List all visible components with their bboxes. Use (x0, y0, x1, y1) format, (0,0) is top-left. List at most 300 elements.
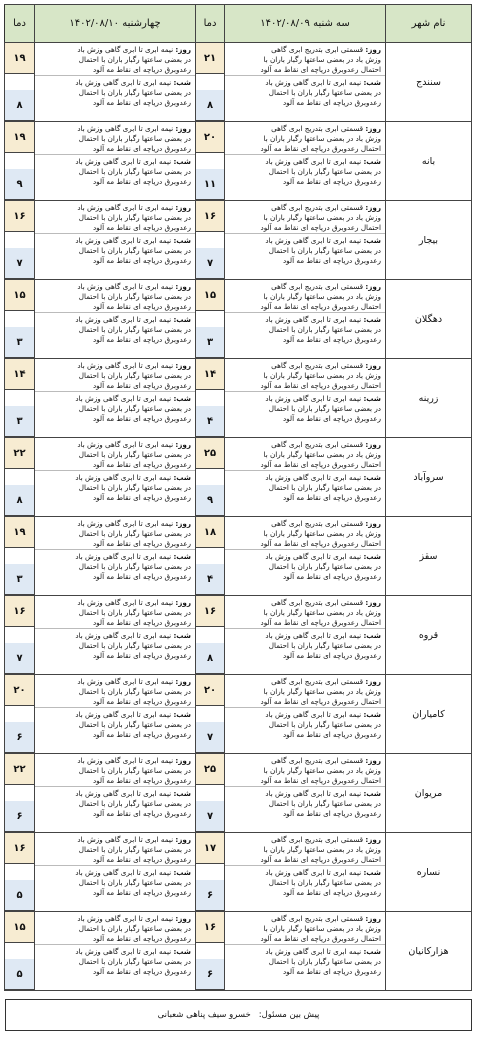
day2-night-forecast-line (37, 651, 191, 661)
day1-night-forecast-line (227, 878, 381, 888)
day1-min-temp: ۹ (196, 485, 224, 516)
day1-temps (196, 596, 225, 675)
city-name: نساره (386, 833, 472, 912)
day2-forecast (35, 43, 196, 122)
day2-night-forecast-text: رعدوبرق دریاچه ای نقاط مه آلود (92, 177, 191, 186)
day2-day-forecast-line (37, 618, 191, 628)
header-day2: چهارشنبه ۱۴۰۲/۰۸/۱۰ (35, 5, 196, 43)
day2-night-forecast (35, 233, 195, 266)
day2-night-forecast-label: شب: (173, 789, 191, 798)
day2-min-temp: ۵ (5, 959, 34, 990)
day1-night-forecast-line (227, 799, 381, 809)
city-name: سنندج (386, 43, 472, 122)
day2-day-forecast (35, 122, 195, 154)
day2-day-forecast-text: نیمه ابری تا ابری گاهی وزش باد (77, 203, 174, 212)
day2-night-forecast-line (37, 641, 191, 651)
day1-day-forecast (225, 122, 385, 154)
day2-day-forecast-text: نیمه ابری تا ابری گاهی وزش باد (77, 598, 174, 607)
day1-day-forecast (225, 833, 385, 865)
day1-forecast (225, 43, 386, 122)
day2-night-forecast-line (37, 789, 191, 799)
day1-night-forecast-text: نیمه ابری تا ابری گاهی وزش باد (265, 236, 362, 245)
day2-day-forecast-line (37, 677, 191, 687)
day1-day-forecast-text: احتمال رعدوبرق دریاچه ای نقاط مه آلود (260, 223, 381, 232)
day2-night-forecast-line (37, 177, 191, 187)
day2-night-forecast-text: رعدوبرق دریاچه ای نقاط مه آلود (92, 809, 191, 818)
day2-day-forecast-text: نیمه ابری تا ابری گاهی وزش باد (77, 835, 174, 844)
day2-day-forecast-line (37, 519, 191, 529)
day1-day-forecast-line (227, 529, 381, 539)
day2-day-forecast-line (37, 124, 191, 134)
day2-night-forecast (35, 628, 195, 661)
day1-night-forecast-line (227, 631, 381, 641)
day2-day-forecast-line (37, 539, 191, 549)
day2-forecast (35, 596, 196, 675)
day1-day-forecast-line (227, 203, 381, 213)
day2-day-forecast-text: نیمه ابری تا ابری گاهی وزش باد (77, 361, 174, 370)
day1-night-forecast-line (227, 641, 381, 651)
day2-night-forecast (35, 865, 195, 898)
day2-night-forecast-label: شب: (173, 157, 191, 166)
day2-night-forecast-text: نیمه ابری تا ابری گاهی وزش باد (75, 473, 172, 482)
day1-max-temp: ۲۱ (196, 43, 224, 74)
day2-night-forecast-text: نیمه ابری تا ابری گاهی وزش باد (75, 868, 172, 877)
day2-day-forecast-line (37, 55, 191, 65)
day1-forecast (225, 280, 386, 359)
day1-day-forecast-text: احتمال رعدوبرق دریاچه ای نقاط مه آلود (260, 381, 381, 390)
day2-night-forecast-label: شب: (173, 315, 191, 324)
day2-day-forecast-text: در بعضی ساعتها رگبار باران با احتمال (78, 924, 191, 933)
day1-day-forecast (225, 359, 385, 391)
day1-night-forecast-text: رعدوبرق دریاچه ای نقاط مه آلود (282, 414, 381, 423)
day1-night-forecast-line (227, 562, 381, 572)
day2-day-forecast (35, 359, 195, 391)
day2-night-forecast-line (37, 473, 191, 483)
city-name: سقز (386, 517, 472, 596)
day2-night-forecast-text: در بعضی ساعتها رگبار باران با احتمال (78, 246, 191, 255)
day2-day-forecast-text: در بعضی ساعتها رگبار باران با احتمال (78, 608, 191, 617)
day2-night-forecast (35, 470, 195, 503)
day2-night-forecast (35, 391, 195, 424)
day2-day-forecast-line (37, 450, 191, 460)
day2-night-forecast-line (37, 730, 191, 740)
day2-day-forecast-label: روز: (175, 756, 191, 765)
day2-max-temp: ۱۶ (5, 833, 34, 864)
day1-night-forecast-text: نیمه ابری تا ابری گاهی وزش باد (265, 631, 362, 640)
day2-night-forecast-label: شب: (173, 710, 191, 719)
day1-day-forecast-line (227, 440, 381, 450)
day1-forecast (225, 438, 386, 517)
day1-night-forecast-text: در بعضی ساعتها رگبار باران با احتمال (268, 325, 381, 334)
day2-temps (5, 596, 35, 675)
day1-day-forecast-line (227, 450, 381, 460)
day2-day-forecast-text: نیمه ابری تا ابری گاهی وزش باد (77, 914, 174, 923)
day1-day-forecast-line (227, 539, 381, 549)
day1-night-forecast-label: شب: (363, 710, 381, 719)
day1-max-temp: ۲۰ (196, 675, 224, 706)
day2-night-forecast (35, 75, 195, 108)
day1-day-forecast-line (227, 55, 381, 65)
day2-night-forecast-text: رعدوبرق دریاچه ای نقاط مه آلود (92, 414, 191, 423)
day2-forecast (35, 754, 196, 833)
day1-day-forecast-label: روز: (365, 914, 381, 923)
day1-day-forecast-text: احتمال رعدوبرق دریاچه ای نقاط مه آلود (260, 855, 381, 864)
day2-day-forecast-line (37, 213, 191, 223)
day2-temps (5, 280, 35, 359)
day1-night-forecast-line (227, 414, 381, 424)
day2-night-forecast-line (37, 483, 191, 493)
day2-night-forecast-text: رعدوبرق دریاچه ای نقاط مه آلود (92, 493, 191, 502)
day2-day-forecast-text: نیمه ابری تا ابری گاهی وزش باد (77, 677, 174, 686)
day1-temps (196, 43, 225, 122)
day1-day-forecast-text: قسمتی ابری بتدریج ابری گاهی (271, 203, 364, 212)
day1-forecast (225, 675, 386, 754)
day1-min-temp: ۱۱ (196, 169, 224, 200)
day1-day-forecast-line (227, 677, 381, 687)
day1-day-forecast-line (227, 371, 381, 381)
day1-night-forecast-label: شب: (363, 552, 381, 561)
day2-day-forecast-text: در بعضی ساعتها رگبار باران با احتمال (78, 687, 191, 696)
day1-day-forecast-line (227, 924, 381, 934)
day2-day-forecast-text: در بعضی ساعتها رگبار باران با احتمال (78, 371, 191, 380)
day1-night-forecast (225, 549, 385, 582)
day1-night-forecast-text: رعدوبرق دریاچه ای نقاط مه آلود (282, 98, 381, 107)
day1-night-forecast-line (227, 394, 381, 404)
day2-day-forecast (35, 912, 195, 944)
day2-min-temp: ۳ (5, 564, 34, 595)
day2-day-forecast-text: نیمه ابری تا ابری گاهی وزش باد (77, 124, 174, 133)
day2-night-forecast-text: رعدوبرق دریاچه ای نقاط مه آلود (92, 967, 191, 976)
day1-day-forecast-text: قسمتی ابری بتدریج ابری گاهی (271, 124, 364, 133)
day2-day-forecast-line (37, 440, 191, 450)
day1-night-forecast-text: در بعضی ساعتها رگبار باران با احتمال (268, 641, 381, 650)
day2-temps (5, 43, 35, 122)
day1-min-temp: ۷ (196, 248, 224, 279)
city-row (5, 359, 472, 438)
day1-day-forecast-line (227, 845, 381, 855)
day1-night-forecast-text: در بعضی ساعتها رگبار باران با احتمال (268, 957, 381, 966)
day2-day-forecast-line (37, 381, 191, 391)
day1-temps (196, 517, 225, 596)
day2-night-forecast-label: شب: (173, 78, 191, 87)
city-row (5, 754, 472, 833)
day1-min-temp: ۷ (196, 801, 224, 832)
day1-forecast (225, 596, 386, 675)
day1-temps (196, 438, 225, 517)
day2-temps (5, 517, 35, 596)
day1-temps (196, 675, 225, 754)
day2-day-forecast-line (37, 282, 191, 292)
day1-max-temp: ۱۶ (196, 912, 224, 943)
day1-min-temp: ۶ (196, 959, 224, 990)
day1-day-forecast-label: روز: (365, 203, 381, 212)
day1-day-forecast-line (227, 687, 381, 697)
day2-min-temp: ۵ (5, 880, 34, 911)
day2-day-forecast-text: در بعضی ساعتها رگبار باران با احتمال (78, 292, 191, 301)
day1-day-forecast-line (227, 223, 381, 233)
day1-night-forecast-label: شب: (363, 78, 381, 87)
day1-day-forecast-text: قسمتی ابری بتدریج ابری گاهی (271, 519, 364, 528)
day1-day-forecast-line (227, 914, 381, 924)
day1-day-forecast (225, 438, 385, 470)
day1-max-temp: ۱۶ (196, 201, 224, 232)
day2-night-forecast-text: در بعضی ساعتها رگبار باران با احتمال (78, 641, 191, 650)
day1-night-forecast-text: نیمه ابری تا ابری گاهی وزش باد (265, 868, 362, 877)
day2-day-forecast-text: رعدوبرق دریاچه ای نقاط مه آلود (92, 539, 191, 548)
day1-day-forecast (225, 201, 385, 233)
day2-night-forecast-line (37, 631, 191, 641)
day2-day-forecast (35, 754, 195, 786)
day1-day-forecast-label: روز: (365, 45, 381, 54)
day2-temps (5, 359, 35, 438)
day1-night-forecast-text: نیمه ابری تا ابری گاهی وزش باد (265, 473, 362, 482)
day2-night-forecast (35, 549, 195, 582)
day2-day-forecast-line (37, 835, 191, 845)
day1-day-forecast-line (227, 776, 381, 786)
header-row (5, 5, 472, 43)
day1-max-temp: ۱۷ (196, 833, 224, 864)
day1-day-forecast (225, 517, 385, 549)
day1-day-forecast-text: قسمتی ابری بتدریج ابری گاهی (271, 598, 364, 607)
day2-forecast (35, 675, 196, 754)
city-name: مریوان (386, 754, 472, 833)
day1-day-forecast-label: روز: (365, 677, 381, 686)
city-row (5, 596, 472, 675)
day1-temps (196, 122, 225, 201)
day2-night-forecast-text: در بعضی ساعتها رگبار باران با احتمال (78, 957, 191, 966)
day2-night-forecast-text: نیمه ابری تا ابری گاهی وزش باد (75, 789, 172, 798)
day1-day-forecast-line (227, 381, 381, 391)
day2-temps (5, 675, 35, 754)
day2-day-forecast-text: در بعضی ساعتها رگبار باران با احتمال (78, 845, 191, 854)
day2-day-forecast-line (37, 302, 191, 312)
day1-night-forecast-line (227, 404, 381, 414)
day2-max-temp: ۲۲ (5, 754, 34, 785)
day1-day-forecast-label: روز: (365, 756, 381, 765)
day2-night-forecast (35, 944, 195, 977)
day1-day-forecast-text: وزش باد در بعضی ساعتها رگبار باران با (263, 687, 381, 696)
day2-night-forecast-label: شب: (173, 394, 191, 403)
day2-night-forecast-line (37, 325, 191, 335)
day2-max-temp: ۲۰ (5, 675, 34, 706)
day1-day-forecast-text: قسمتی ابری بتدریج ابری گاهی (271, 440, 364, 449)
day2-day-forecast-text: نیمه ابری تا ابری گاهی وزش باد (77, 45, 174, 54)
day2-max-temp: ۱۴ (5, 359, 34, 390)
day2-min-temp: ۶ (5, 801, 34, 832)
header-temp-day2: دما (5, 5, 35, 43)
day2-day-forecast-text: رعدوبرق دریاچه ای نقاط مه آلود (92, 65, 191, 74)
day1-day-forecast-text: قسمتی ابری بتدریج ابری گاهی (271, 756, 364, 765)
day2-day-forecast-text: رعدوبرق دریاچه ای نقاط مه آلود (92, 618, 191, 627)
day1-night-forecast-line (227, 967, 381, 977)
day2-max-temp: ۱۹ (5, 122, 34, 153)
day1-night-forecast (225, 75, 385, 108)
day2-night-forecast-line (37, 809, 191, 819)
day1-day-forecast-text: وزش باد در بعضی ساعتها رگبار باران با (263, 608, 381, 617)
day2-night-forecast-text: رعدوبرق دریاچه ای نقاط مه آلود (92, 651, 191, 660)
day2-day-forecast-text: رعدوبرق دریاچه ای نقاط مه آلود (92, 144, 191, 153)
city-name: دهگلان (386, 280, 472, 359)
day1-day-forecast-line (227, 460, 381, 470)
day2-day-forecast-text: در بعضی ساعتها رگبار باران با احتمال (78, 134, 191, 143)
day2-night-forecast-line (37, 78, 191, 88)
day2-forecast (35, 517, 196, 596)
day2-day-forecast-label: روز: (175, 361, 191, 370)
day1-day-forecast-text: احتمال رعدوبرق دریاچه ای نقاط مه آلود (260, 460, 381, 469)
day1-max-temp: ۱۴ (196, 359, 224, 390)
day2-day-forecast-text: رعدوبرق دریاچه ای نقاط مه آلود (92, 460, 191, 469)
day1-forecast (225, 517, 386, 596)
day2-night-forecast-line (37, 888, 191, 898)
day1-temps (196, 833, 225, 912)
day1-night-forecast-text: رعدوبرق دریاچه ای نقاط مه آلود (282, 809, 381, 818)
day1-min-temp: ۳ (196, 327, 224, 358)
city-name: بانه (386, 122, 472, 201)
day1-night-forecast (225, 391, 385, 424)
day2-night-forecast-line (37, 878, 191, 888)
day2-night-forecast-line (37, 967, 191, 977)
day2-night-forecast-text: نیمه ابری تا ابری گاهی وزش باد (75, 710, 172, 719)
day1-day-forecast-line (227, 361, 381, 371)
day1-day-forecast-text: احتمال رعدوبرق دریاچه ای نقاط مه آلود (260, 65, 381, 74)
day1-day-forecast-line (227, 519, 381, 529)
day1-day-forecast-line (227, 144, 381, 154)
day1-day-forecast-text: احتمال رعدوبرق دریاچه ای نقاط مه آلود (260, 618, 381, 627)
day2-max-temp: ۱۵ (5, 280, 34, 311)
day2-day-forecast-line (37, 914, 191, 924)
day1-night-forecast-text: نیمه ابری تا ابری گاهی وزش باد (265, 947, 362, 956)
day1-day-forecast (225, 280, 385, 312)
day1-day-forecast-line (227, 618, 381, 628)
day2-day-forecast-text: در بعضی ساعتها رگبار باران با احتمال (78, 55, 191, 64)
day2-day-forecast-line (37, 144, 191, 154)
day1-forecast (225, 754, 386, 833)
forecast-rows (5, 43, 472, 991)
day2-day-forecast-text: در بعضی ساعتها رگبار باران با احتمال (78, 766, 191, 775)
day2-day-forecast-label: روز: (175, 282, 191, 291)
day2-day-forecast-label: روز: (175, 835, 191, 844)
day1-day-forecast-line (227, 598, 381, 608)
day2-night-forecast-label: شب: (173, 868, 191, 877)
day2-day-forecast-label: روز: (175, 203, 191, 212)
day1-night-forecast-line (227, 789, 381, 799)
day2-max-temp: ۱۹ (5, 43, 34, 74)
day1-day-forecast-text: احتمال رعدوبرق دریاچه ای نقاط مه آلود (260, 302, 381, 311)
day2-night-forecast-text: در بعضی ساعتها رگبار باران با احتمال (78, 88, 191, 97)
city-name: سروآباد (386, 438, 472, 517)
day2-day-forecast-line (37, 776, 191, 786)
day2-night-forecast (35, 312, 195, 345)
day2-night-forecast-label: شب: (173, 552, 191, 561)
day1-day-forecast-label: روز: (365, 124, 381, 133)
day2-night-forecast-line (37, 157, 191, 167)
day2-night-forecast-line (37, 493, 191, 503)
day2-day-forecast-line (37, 608, 191, 618)
day1-day-forecast-text: وزش باد در بعضی ساعتها رگبار باران با (263, 371, 381, 380)
day1-night-forecast-label: شب: (363, 473, 381, 482)
day1-forecast (225, 912, 386, 991)
day1-day-forecast-line (227, 282, 381, 292)
day1-day-forecast-line (227, 756, 381, 766)
day1-day-forecast-text: قسمتی ابری بتدریج ابری گاهی (271, 282, 364, 291)
city-name: قروه (386, 596, 472, 675)
day1-night-forecast-line (227, 809, 381, 819)
day2-day-forecast-text: رعدوبرق دریاچه ای نقاط مه آلود (92, 934, 191, 943)
day1-night-forecast-line (227, 246, 381, 256)
city-name: کامیاران (386, 675, 472, 754)
day1-min-temp: ۴ (196, 406, 224, 437)
day2-night-forecast-text: رعدوبرق دریاچه ای نقاط مه آلود (92, 98, 191, 107)
day1-day-forecast-line (227, 45, 381, 55)
day1-max-temp: ۲۵ (196, 438, 224, 469)
day1-night-forecast (225, 628, 385, 661)
day2-night-forecast (35, 154, 195, 187)
day2-day-forecast-line (37, 845, 191, 855)
footer-label: پیش بین مسئول: (258, 1010, 320, 1020)
day2-temps (5, 754, 35, 833)
day1-night-forecast-text: رعدوبرق دریاچه ای نقاط مه آلود (282, 730, 381, 739)
city-name: زرینه (386, 359, 472, 438)
day1-night-forecast-text: رعدوبرق دریاچه ای نقاط مه آلود (282, 493, 381, 502)
day2-night-forecast-line (37, 394, 191, 404)
day2-night-forecast-line (37, 414, 191, 424)
day1-min-temp: ۷ (196, 722, 224, 753)
day2-day-forecast (35, 833, 195, 865)
day1-day-forecast-label: روز: (365, 835, 381, 844)
day2-night-forecast-line (37, 552, 191, 562)
day1-day-forecast-line (227, 292, 381, 302)
day2-night-forecast-line (37, 315, 191, 325)
city-row (5, 912, 472, 991)
day2-min-temp: ۸ (5, 485, 34, 516)
day2-max-temp: ۱۵ (5, 912, 34, 943)
day1-night-forecast-line (227, 720, 381, 730)
day1-day-forecast-line (227, 608, 381, 618)
day1-night-forecast-label: شب: (363, 631, 381, 640)
day2-day-forecast-line (37, 203, 191, 213)
day1-night-forecast-text: رعدوبرق دریاچه ای نقاط مه آلود (282, 967, 381, 976)
header-day1: سه شنبه ۱۴۰۲/۰۸/۰۹ (225, 5, 386, 43)
day1-day-forecast-text: وزش باد در بعضی ساعتها رگبار باران با (263, 450, 381, 459)
day1-day-forecast-label: روز: (365, 519, 381, 528)
day2-day-forecast-line (37, 855, 191, 865)
day1-night-forecast-text: در بعضی ساعتها رگبار باران با احتمال (268, 562, 381, 571)
day1-night-forecast-text: نیمه ابری تا ابری گاهی وزش باد (265, 710, 362, 719)
day2-min-temp: ۹ (5, 169, 34, 200)
day1-night-forecast-text: در بعضی ساعتها رگبار باران با احتمال (268, 799, 381, 808)
day2-night-forecast-line (37, 957, 191, 967)
header-city: نام شهر (386, 5, 472, 43)
day1-day-forecast (225, 754, 385, 786)
day1-day-forecast-text: قسمتی ابری بتدریج ابری گاهی (271, 835, 364, 844)
day2-day-forecast-label: روز: (175, 45, 191, 54)
day2-day-forecast-text: رعدوبرق دریاچه ای نقاط مه آلود (92, 776, 191, 785)
city-row (5, 43, 472, 122)
day1-day-forecast-line (227, 855, 381, 865)
day1-night-forecast-line (227, 325, 381, 335)
city-row (5, 438, 472, 517)
day2-forecast (35, 833, 196, 912)
day2-night-forecast-text: در بعضی ساعتها رگبار باران با احتمال (78, 562, 191, 571)
day2-night-forecast-text: رعدوبرق دریاچه ای نقاط مه آلود (92, 335, 191, 344)
day1-night-forecast-line (227, 730, 381, 740)
day1-min-temp: ۸ (196, 90, 224, 121)
day2-forecast (35, 280, 196, 359)
day1-min-temp: ۸ (196, 643, 224, 674)
day1-night-forecast-line (227, 572, 381, 582)
day1-temps (196, 201, 225, 280)
day2-night-forecast-line (37, 947, 191, 957)
